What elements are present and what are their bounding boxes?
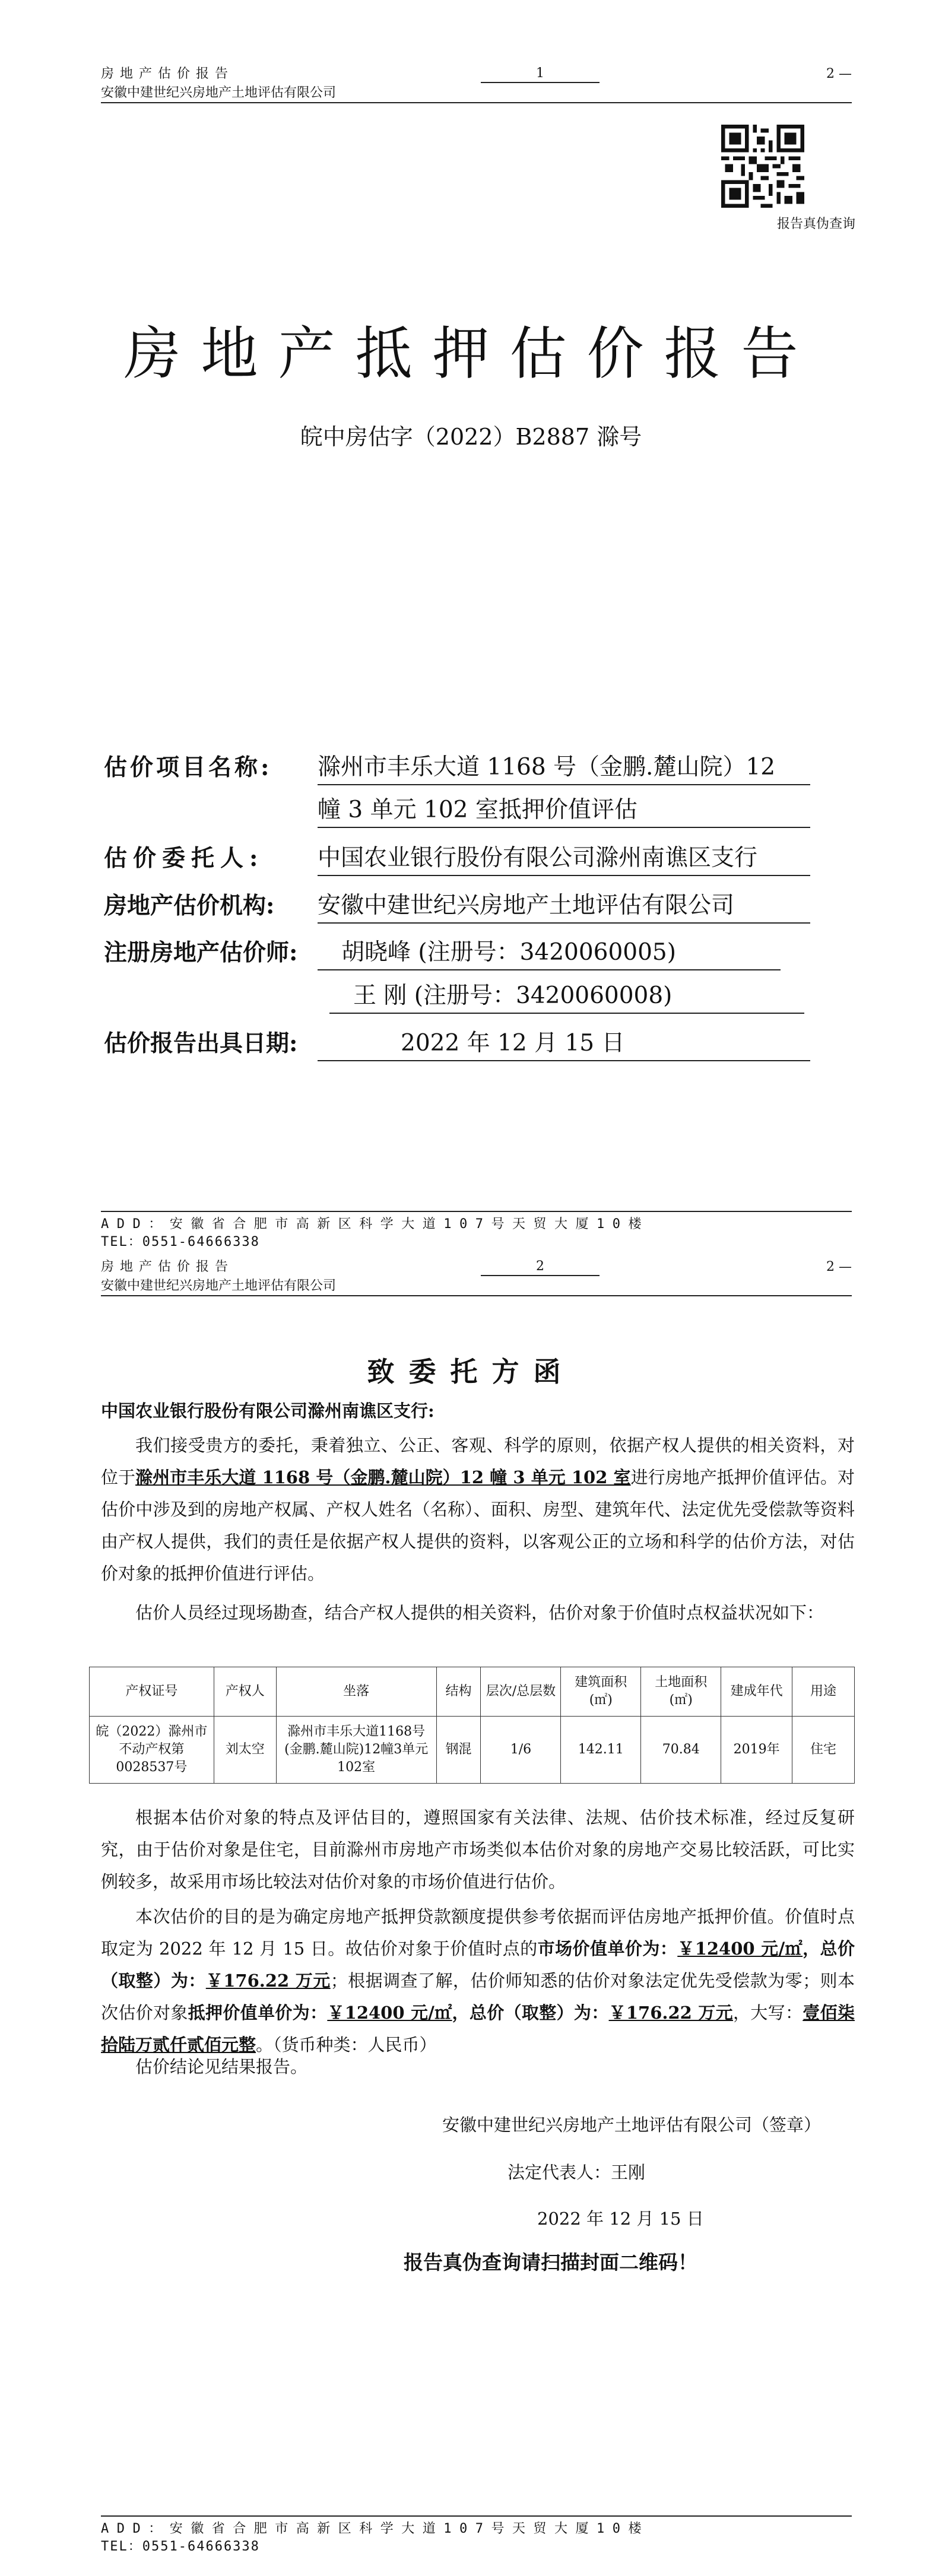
footer-tel: TEL：0551-64666338: [101, 1235, 260, 1249]
table-cell: 钢混: [436, 1717, 481, 1784]
table-header-cell: 建成年代: [721, 1667, 792, 1717]
p4-market-total-label: ，总价（取整）为：: [101, 1939, 855, 1991]
footer: [101, 2520, 852, 2556]
agency-value: 安徽中建世纪兴房地产土地评估有限公司: [318, 889, 810, 924]
footer-tel: TEL：0551-64666338: [101, 2539, 260, 2554]
project-label: 估价项目名称:: [104, 754, 272, 781]
qr-code-icon[interactable]: [721, 125, 804, 208]
p4-market-label: 市场价值单价为：: [537, 1939, 678, 1959]
cover-title: 房地产抵押估价报告: [123, 321, 819, 387]
header-rule: [101, 102, 852, 103]
footer-address-text: ADD：安徽省合肥市高新区科学大道107号天贸大厦10楼: [101, 1217, 649, 1232]
qr-caption: 报告真伪查询: [776, 217, 855, 231]
signature-company: 安徽中建世纪兴房地产土地评估有限公司（签章）: [442, 2115, 822, 2135]
table-cell: 142.11: [561, 1717, 641, 1784]
header-total-pages: 2 —: [826, 1258, 852, 1276]
table-header-cell: 坐落: [276, 1667, 436, 1717]
paragraph-1: [101, 1429, 855, 1590]
letter-recipient: [101, 1395, 855, 1427]
header-company: 安徽中建世纪兴房地产土地评估有限公司: [101, 85, 337, 100]
letter-page: [0, 1258, 942, 2576]
table-cell: 2019年: [721, 1717, 792, 1784]
client-label: 估价委托人:: [104, 845, 264, 872]
p4-amount-in-words: 壹佰柒拾陆万贰仟贰佰元整: [101, 2003, 855, 2055]
table-header-row: [90, 1667, 855, 1717]
table-cell: 滁州市丰乐大道1168号(金鹏.麓山院)12幢3单元102室: [276, 1717, 436, 1784]
recipient-text: 中国农业银行股份有限公司滁州南谯区支行:: [101, 1401, 434, 1421]
header-company: 安徽中建世纪兴房地产土地评估有限公司: [101, 1279, 337, 1293]
project-name-line1: 滁州市丰乐大道 1168 号（金鹏.麓山院）12: [318, 751, 810, 785]
footer-address: [101, 2520, 852, 2538]
p4-mortgage-unit-price: ￥12400 元/㎡: [327, 2003, 452, 2023]
p4-mortgage-total: ￥176.22 万元: [608, 2003, 733, 2023]
table-header-cell: 结构: [436, 1667, 481, 1717]
p1-text-a: 我们接受贵方的委托，秉着独立、公正、客观、科学的原则，依据产权人提供的相关资料，对位于: [101, 1435, 855, 1487]
date-label: 估价报告出具日期:: [104, 1030, 298, 1057]
footer-rule: [101, 1211, 852, 1212]
table-cell: 70.84: [641, 1717, 721, 1784]
verification-note: 报告真伪查询请扫描封面二维码！: [404, 2251, 697, 2274]
running-header: [101, 65, 852, 107]
signature-date: 2022 年 12 月 15 日: [537, 2209, 704, 2229]
paragraph-4: [101, 1901, 855, 2061]
paragraph-5: 估价结论见结果报告。: [135, 2057, 308, 2077]
p4-text-a: 本次估价的目的是为确定房地产抵押贷款额度提供参考依据而评估房地产抵押价值。价值时点取定为 2022 年 12 月 15 日。故估价对象于价值时点的: [101, 1906, 855, 1959]
header-doc-type: 房地产估价报告: [101, 1260, 234, 1274]
header-page-number: 2: [481, 1258, 600, 1276]
p4-market-unit-price: ￥12400 元/㎡: [677, 1939, 803, 1959]
appraiser-1: 胡晓峰 (注册号：3420060005): [318, 936, 781, 970]
header-rule: [101, 1295, 852, 1296]
table-header-cell: 土地面积(㎡): [641, 1667, 721, 1717]
agency-label-row: [104, 889, 274, 923]
signature-representative: 法定代表人：王刚: [508, 2162, 646, 2182]
p4-mortgage-total-label: ，总价（取整）为：: [452, 2003, 609, 2023]
paragraph-3: 根据本估价对象的特点及评估目的，遵照国家有关法律、法规、估价技术标准，经过反复研究，由于估价对象是住宅，目前滁州市房地产市场类似本估价对象的房地产交易比较活跃，可比实例较多，故采用市场比较法对估价对象的市场价值进行估价。: [101, 1807, 855, 1892]
p4-market-total: ￥176.22 万元: [205, 1971, 331, 1991]
header-total-pages: 2 —: [826, 65, 852, 83]
appraiser-2: 王 刚 (注册号：3420060008): [329, 979, 804, 1014]
property-table: [89, 1667, 855, 1784]
p4-text-m: 。（货币种类：人民币）: [256, 2035, 437, 2055]
appraiser-label: 注册房地产估价师:: [104, 939, 298, 966]
table-cell: 1/6: [481, 1717, 561, 1784]
table-header-cell: 产权人: [214, 1667, 276, 1717]
table-cell: 住宅: [792, 1717, 855, 1784]
agency-label: 房地产估价机构:: [104, 892, 275, 919]
project-name-line2: 幢 3 单元 102 室抵押价值评估: [318, 794, 810, 828]
header-page-number: 1: [481, 65, 600, 83]
letter-title: 致委托方函: [367, 1356, 575, 1388]
footer-address: [101, 1216, 852, 1233]
p1-text-c: 进行房地产抵押价值评估。对估价中涉及到的房地产权属、产权人姓名（名称）、面积、房型、建筑年代、法定优先受偿款等资料由产权人提供，我们的责任是依据产权人提供的资料，以客观公正的立场和科学的估价方法，对估价对象的抵押价值进行评估。: [101, 1467, 855, 1584]
appraiser-label-row: [104, 936, 297, 970]
footer-address-text: ADD：安徽省合肥市高新区科学大道107号天贸大厦10楼: [101, 2521, 649, 2536]
footer-rule: [101, 2515, 852, 2517]
running-header: [101, 1258, 852, 1300]
project-label-row: [104, 751, 272, 785]
p4-text-f: ；根据调查了解，估价师知悉的估价对象法定优先受偿款为零；则本次估价对象: [101, 1971, 855, 2023]
cover-page: [0, 0, 942, 1252]
paragraph-2: 估价人员经过现场勘查，结合产权人提供的相关资料，估价对象于价值时点权益状况如下：: [135, 1603, 824, 1623]
p4-mortgage-label: 抵押价值单价为：: [188, 2003, 328, 2023]
table-header-cell: 建筑面积(㎡): [561, 1667, 641, 1717]
table-header-cell: 层次/总层数: [481, 1667, 561, 1717]
client-value: 中国农业银行股份有限公司滁州南谯区支行: [318, 842, 810, 876]
client-label-row: [104, 842, 264, 875]
date-label-row: [104, 1027, 297, 1061]
p1-address: 滁州市丰乐大道 1168 号（金鹏.麓山院）12 幢 3 单元 102 室: [135, 1467, 631, 1487]
date-value: 2022 年 12 月 15 日: [318, 1027, 810, 1061]
table-header-cell: 产权证号: [90, 1667, 214, 1717]
table-header-cell: 用途: [792, 1667, 855, 1717]
header-doc-type: 房地产估价报告: [101, 66, 234, 81]
table-cell: 皖（2022）滁州市不动产权第0028537号: [90, 1717, 214, 1784]
footer: [101, 1216, 852, 1251]
p4-text-k: ，大写：: [732, 2003, 803, 2023]
report-number: 皖中房估字（2022）B2887 滁号: [300, 424, 642, 450]
table-row: [90, 1717, 855, 1784]
table-cell: 刘太空: [214, 1717, 276, 1784]
